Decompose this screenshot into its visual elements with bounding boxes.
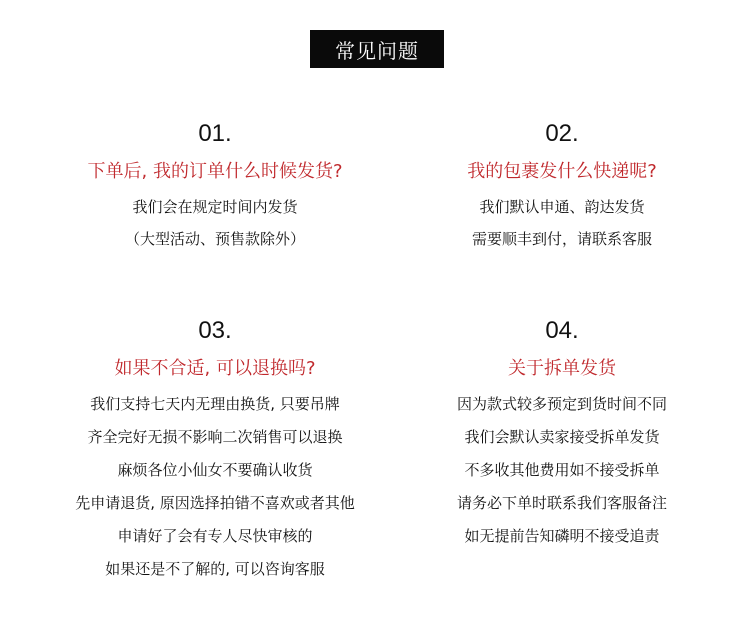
faq-answer (45, 388, 385, 586)
faq-question: 如果不合适, 可以退换吗? (114, 358, 316, 379)
faq-number: 03. (198, 317, 232, 344)
faq-number: 02. (545, 120, 579, 147)
faq-item (392, 316, 732, 553)
faq-answer-line: 先申请退货, 原因选择拍错不喜欢或者其他 (75, 494, 355, 512)
faq-answer-line: 如果还是不了解的, 可以咨询客服 (105, 560, 325, 578)
faq-answer-line: （大型活动、预售款除外） (124, 230, 305, 248)
faq-answer-line: 因为款式较多预定到货时间不同 (456, 395, 667, 413)
faq-answer-line: 需要顺丰到付，请联系客服 (471, 230, 652, 248)
faq-item (45, 119, 385, 255)
faq-answer-line: 如无提前告知磷明不接受追责 (464, 527, 660, 545)
faq-answer (392, 388, 732, 553)
faq-answer (392, 191, 732, 255)
faq-answer-line: 麻烦各位小仙女不要确认收货 (117, 461, 313, 479)
faq-answer-line: 我们支持七天内无理由换货, 只要吊牌 (90, 395, 340, 413)
faq-answer-line: 我们会默认卖家接受拆单发货 (464, 428, 660, 446)
faq-answer-line: 申请好了会有专人尽快审核的 (117, 527, 313, 545)
faq-answer-line: 我们会在规定时间内发货 (132, 198, 298, 216)
faq-answer (45, 191, 385, 255)
faq-answer-line: 请务必下单时联系我们客服备注 (456, 494, 667, 512)
faq-question: 下单后, 我的订单什么时候发货? (87, 161, 343, 182)
faq-number: 01. (198, 120, 232, 147)
faq-number: 04. (545, 317, 579, 344)
faq-answer-line: 我们默认申通、韵达发货 (479, 198, 645, 216)
page-title (310, 30, 444, 68)
page-title-text: 常见问题 (335, 38, 419, 63)
faq-item (45, 316, 385, 586)
faq-item (392, 119, 732, 255)
faq-answer-line: 齐全完好无损不影响二次销售可以退换 (87, 428, 343, 446)
faq-question: 我的包裹发什么快递呢? (467, 161, 657, 182)
faq-answer-line: 不多收其他费用如不接受拆单 (464, 461, 660, 479)
faq-question: 关于拆单发货 (508, 358, 616, 379)
